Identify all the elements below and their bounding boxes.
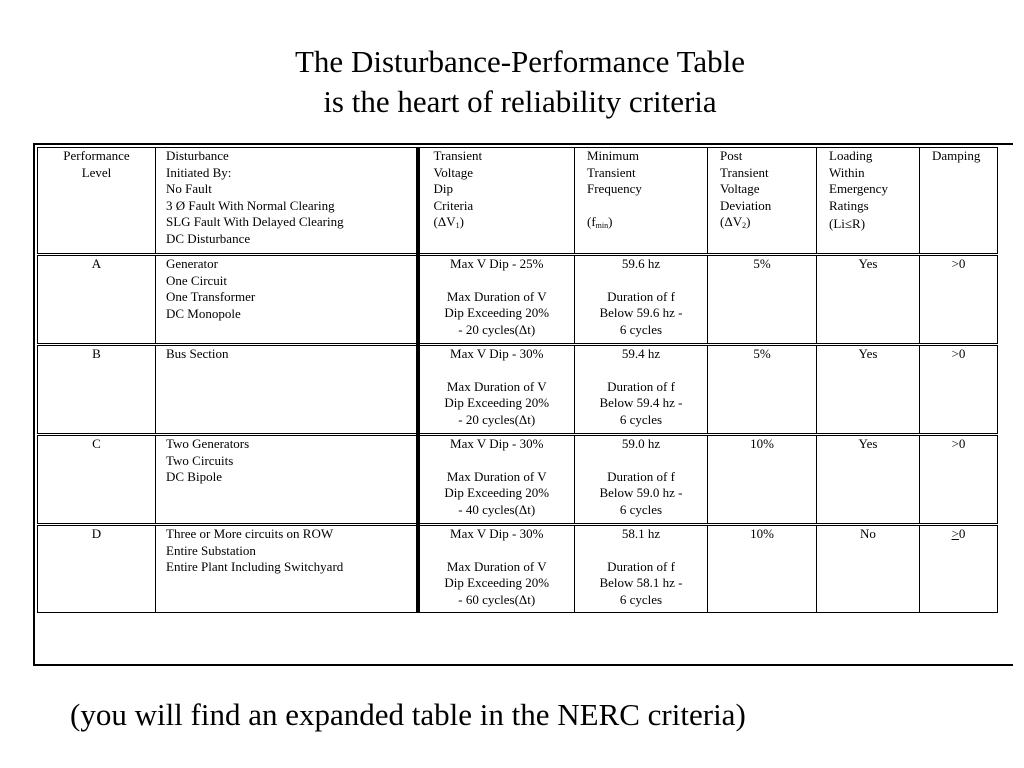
freq-duration-text: Below 58.1 hz - bbox=[599, 575, 683, 590]
dip-duration-text: Dip Exceeding 20% bbox=[444, 485, 550, 500]
header-text: Loading bbox=[829, 148, 873, 163]
table-row bbox=[38, 345, 998, 435]
header-performance-level bbox=[38, 148, 156, 255]
dip-max-text: Max V Dip - 30% bbox=[450, 526, 544, 541]
disturbance-text: Entire Plant Including Switchyard bbox=[166, 559, 344, 574]
freq-duration-text: Below 59.6 hz - bbox=[599, 305, 683, 320]
freq-duration-text: 6 cycles bbox=[619, 591, 663, 607]
header-frequency bbox=[575, 148, 708, 255]
dip-duration-text: - 20 cycles(Δt) bbox=[458, 411, 536, 427]
freq-duration-text: Duration of f bbox=[607, 558, 675, 574]
header-symbol: (Li≤R) bbox=[829, 216, 866, 231]
header-text: Dip bbox=[433, 181, 453, 196]
post-voltage-cell: 5% bbox=[708, 255, 817, 345]
damping-cell: >0 bbox=[920, 345, 998, 435]
damping-cell: >0 bbox=[920, 435, 998, 525]
disturbance-cell bbox=[156, 435, 418, 525]
header-text: DC Disturbance bbox=[166, 230, 251, 246]
dip-duration-text: - 40 cycles(Δt) bbox=[458, 501, 536, 517]
header-symbol: $(f_{min})$ bbox=[587, 214, 613, 230]
table-row bbox=[38, 525, 998, 613]
header-text: Voltage bbox=[433, 164, 473, 180]
disturbance-text: Generator bbox=[166, 256, 218, 271]
disturbance-text: One Transformer bbox=[166, 289, 256, 304]
dip-duration-text: Max Duration of V bbox=[446, 558, 547, 574]
disturbance-cell bbox=[156, 525, 418, 613]
slide-title-line-2: is the heart of reliability criteria bbox=[323, 84, 717, 119]
freq-duration-text: Duration of f bbox=[607, 468, 675, 484]
damping-cell: >0 bbox=[920, 255, 998, 345]
freq-duration-text: 6 cycles bbox=[619, 321, 663, 337]
header-row bbox=[38, 148, 998, 255]
table-row bbox=[38, 435, 998, 525]
level-cell: C bbox=[38, 435, 156, 525]
header-text: Transient bbox=[720, 164, 769, 180]
dip-duration-text: Dip Exceeding 20% bbox=[444, 575, 550, 590]
header-post-voltage bbox=[708, 148, 817, 255]
level-cell: D bbox=[38, 525, 156, 613]
loading-cell: Yes bbox=[817, 435, 920, 525]
header-text: Frequency bbox=[587, 181, 642, 196]
damping-symbol: > bbox=[951, 526, 959, 541]
post-voltage-cell: 10% bbox=[708, 525, 817, 613]
header-text: Deviation bbox=[720, 197, 772, 213]
frequency-cell bbox=[575, 255, 708, 345]
disturbance-cell bbox=[156, 345, 418, 435]
dip-duration-text: Dip Exceeding 20% bbox=[444, 305, 550, 320]
freq-min-text: 59.0 hz bbox=[621, 436, 661, 451]
header-text: Emergency bbox=[829, 181, 888, 196]
header-text: No Fault bbox=[166, 181, 212, 196]
disturbance-text: Three or More circuits on ROW bbox=[166, 526, 334, 541]
dip-max-text: Max V Dip - 25% bbox=[450, 256, 544, 271]
level-cell: B bbox=[38, 345, 156, 435]
voltage-dip-cell bbox=[418, 345, 575, 435]
freq-min-text: 59.6 hz bbox=[621, 256, 661, 271]
freq-duration-text: Below 59.0 hz - bbox=[599, 485, 683, 500]
damping-cell bbox=[920, 525, 998, 613]
header-text: Performance bbox=[63, 148, 130, 163]
header-text: Level bbox=[81, 164, 112, 180]
header-text: Criteria bbox=[433, 197, 474, 213]
frequency-cell bbox=[575, 435, 708, 525]
header-loading bbox=[817, 148, 920, 255]
disturbance-performance-table bbox=[37, 147, 998, 613]
table-row bbox=[38, 255, 998, 345]
dip-max-text: Max V Dip - 30% bbox=[450, 436, 544, 451]
footer-note: (you will find an expanded table in the NERC criteria) bbox=[70, 697, 746, 732]
header-voltage-dip bbox=[418, 148, 575, 255]
freq-duration-text: Duration of f bbox=[607, 288, 675, 304]
dip-duration-text: Max Duration of V bbox=[446, 378, 547, 394]
header-text: Disturbance bbox=[166, 148, 229, 163]
header-symbol: $(\Delta V_1)$ bbox=[433, 214, 464, 230]
header-text: Transient bbox=[587, 164, 636, 180]
header-text: 3 Ø Fault With Normal Clearing bbox=[166, 197, 335, 213]
loading-cell: No bbox=[817, 525, 920, 613]
freq-min-text: 59.4 hz bbox=[621, 346, 661, 361]
header-text: Ratings bbox=[829, 197, 869, 213]
freq-duration-text: Below 59.4 hz - bbox=[599, 395, 683, 410]
level-cell: A bbox=[38, 255, 156, 345]
header-symbol: $(\Delta V_2)$ bbox=[720, 214, 751, 230]
disturbance-text: Two Circuits bbox=[166, 452, 234, 468]
dip-duration-text: Max Duration of V bbox=[446, 288, 547, 304]
voltage-dip-cell bbox=[418, 435, 575, 525]
disturbance-text: Two Generators bbox=[166, 436, 250, 451]
disturbance-text: DC Bipole bbox=[166, 469, 222, 484]
post-voltage-cell: 5% bbox=[708, 345, 817, 435]
loading-cell: Yes bbox=[817, 255, 920, 345]
frequency-cell bbox=[575, 345, 708, 435]
header-text: Minimum bbox=[587, 148, 640, 163]
header-text: Post bbox=[720, 148, 743, 163]
header-spacer bbox=[587, 198, 707, 215]
voltage-dip-cell bbox=[418, 525, 575, 613]
freq-duration-text: Duration of f bbox=[607, 378, 675, 394]
post-voltage-cell: 10% bbox=[708, 435, 817, 525]
header-text: Initiated By: bbox=[166, 164, 232, 180]
frequency-cell bbox=[575, 525, 708, 613]
dip-duration-text: - 20 cycles(Δt) bbox=[458, 321, 536, 337]
header-text: Voltage bbox=[720, 181, 760, 196]
disturbance-text: One Circuit bbox=[166, 272, 228, 288]
freq-min-text: 58.1 hz bbox=[621, 526, 661, 541]
disturbance-cell bbox=[156, 255, 418, 345]
loading-cell: Yes bbox=[817, 345, 920, 435]
dip-duration-text: Dip Exceeding 20% bbox=[444, 395, 550, 410]
header-text: Within bbox=[829, 164, 865, 180]
disturbance-text: DC Monopole bbox=[166, 305, 241, 321]
damping-value: 0 bbox=[958, 526, 966, 541]
dip-max-text: Max V Dip - 30% bbox=[450, 346, 544, 361]
header-text: Transient bbox=[433, 148, 483, 163]
disturbance-text: Entire Substation bbox=[166, 542, 256, 558]
dip-duration-text: Max Duration of V bbox=[446, 468, 547, 484]
header-disturbance bbox=[156, 148, 418, 255]
header-damping bbox=[920, 148, 998, 255]
dip-duration-text: - 60 cycles(Δt) bbox=[458, 591, 536, 607]
disturbance-text: Bus Section bbox=[166, 346, 229, 361]
voltage-dip-cell bbox=[418, 255, 575, 345]
header-text: Damping bbox=[932, 148, 981, 163]
header-text: SLG Fault With Delayed Clearing bbox=[166, 214, 344, 229]
slide-title-line-1: The Disturbance-Performance Table bbox=[295, 44, 745, 79]
freq-duration-text: 6 cycles bbox=[619, 411, 663, 427]
freq-duration-text: 6 cycles bbox=[619, 501, 663, 517]
